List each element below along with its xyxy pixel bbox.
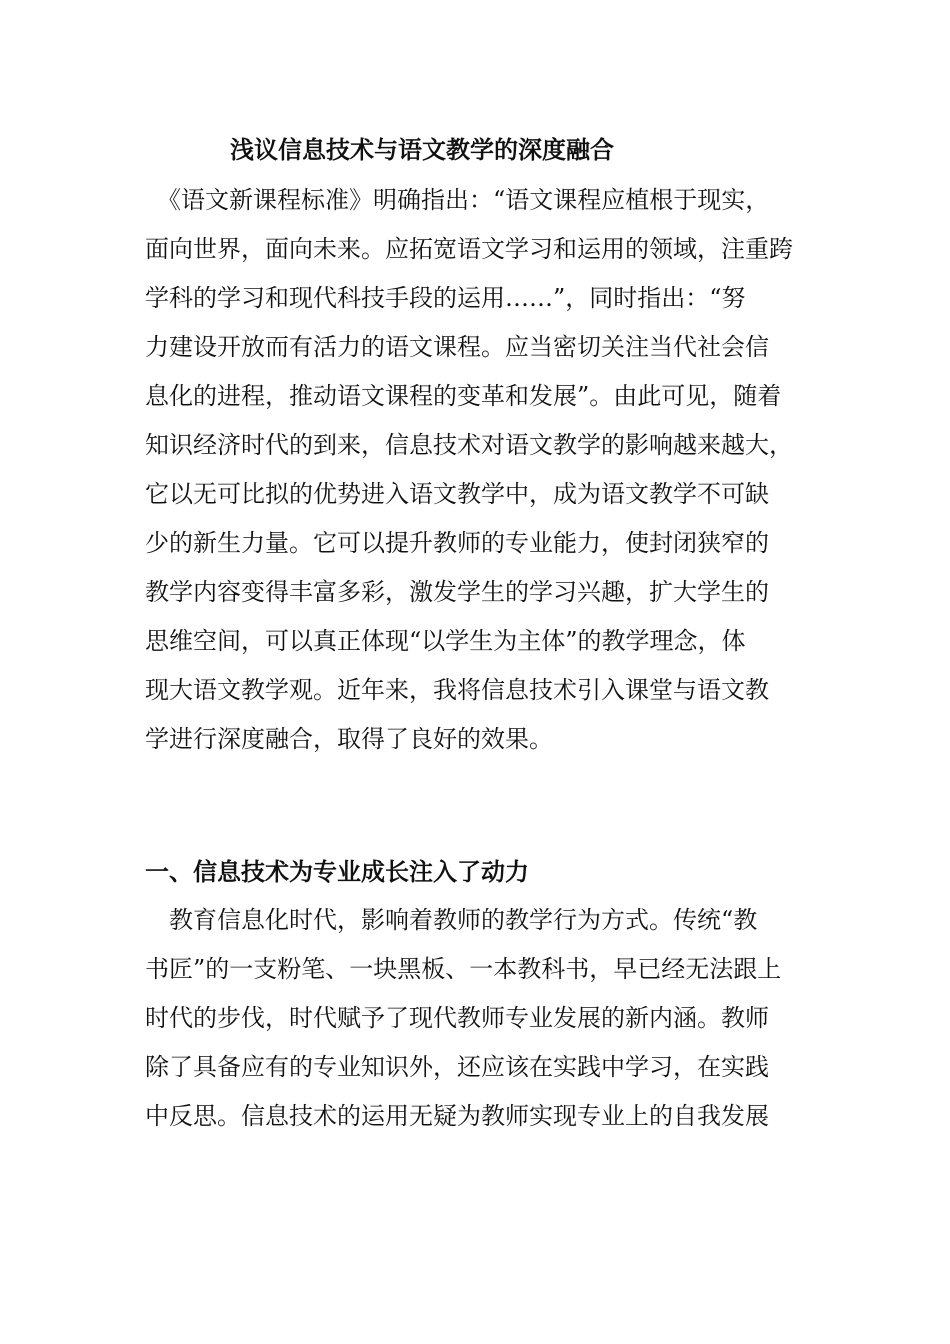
section-1-line-4: 除了具备应有的专业知识外，还应该在实践中学习，在实践 [145,1053,769,1081]
section-1-line-5: 中反思。信息技术的运用无疑为教师实现专业上的自我发展 [145,1102,769,1130]
intro-line-1: 《语文新课程标准》明确指出：“语文课程应植根于现实， [145,186,770,214]
section-1-line-3: 时代的步伐，时代赋予了现代教师专业发展的新内涵。教师 [145,1004,769,1032]
intro-line-2: 面向世界，面向未来。应拓宽语文学习和运用的领域，注重跨 [145,235,793,263]
document-title: 浅议信息技术与语文教学的深度融合 [230,135,614,164]
intro-line-10: 思维空间，可以真正体现“以学生为主体”的教学理念，体 [145,627,746,655]
intro-line-7: 它以无可比拟的优势进入语文教学中，成为语文教学不可缺 [145,480,769,508]
intro-line-4: 力建设开放而有活力的语文课程。应当密切关注当代社会信 [145,333,769,361]
section-1-line-1: 教育信息化时代，影响着教师的教学行为方式。传统“教 [145,906,758,934]
section-1-heading: 一、信息技术为专业成长注入了动力 [145,857,529,886]
intro-line-9: 教学内容变得丰富多彩，激发学生的学习兴趣，扩大学生的 [145,578,769,606]
intro-line-12: 学进行深度融合，取得了良好的效果。 [145,725,553,753]
intro-line-6: 知识经济时代的到来，信息技术对语文教学的影响越来越大， [145,431,793,459]
intro-line-5: 息化的进程，推动语文课程的变革和发展”。由此可见，随着 [145,382,782,410]
intro-line-8: 少的新生力量。它可以提升教师的专业能力，使封闭狭窄的 [145,529,769,557]
section-1-line-2: 书匠”的一支粉笔、一块黑板、一本教科书，早已经无法跟上 [145,955,782,983]
intro-line-11: 现大语文教学观。近年来，我将信息技术引入课堂与语文教 [145,676,769,704]
intro-line-3: 学科的学习和现代科技手段的运用……”，同时指出：“努 [145,284,746,312]
